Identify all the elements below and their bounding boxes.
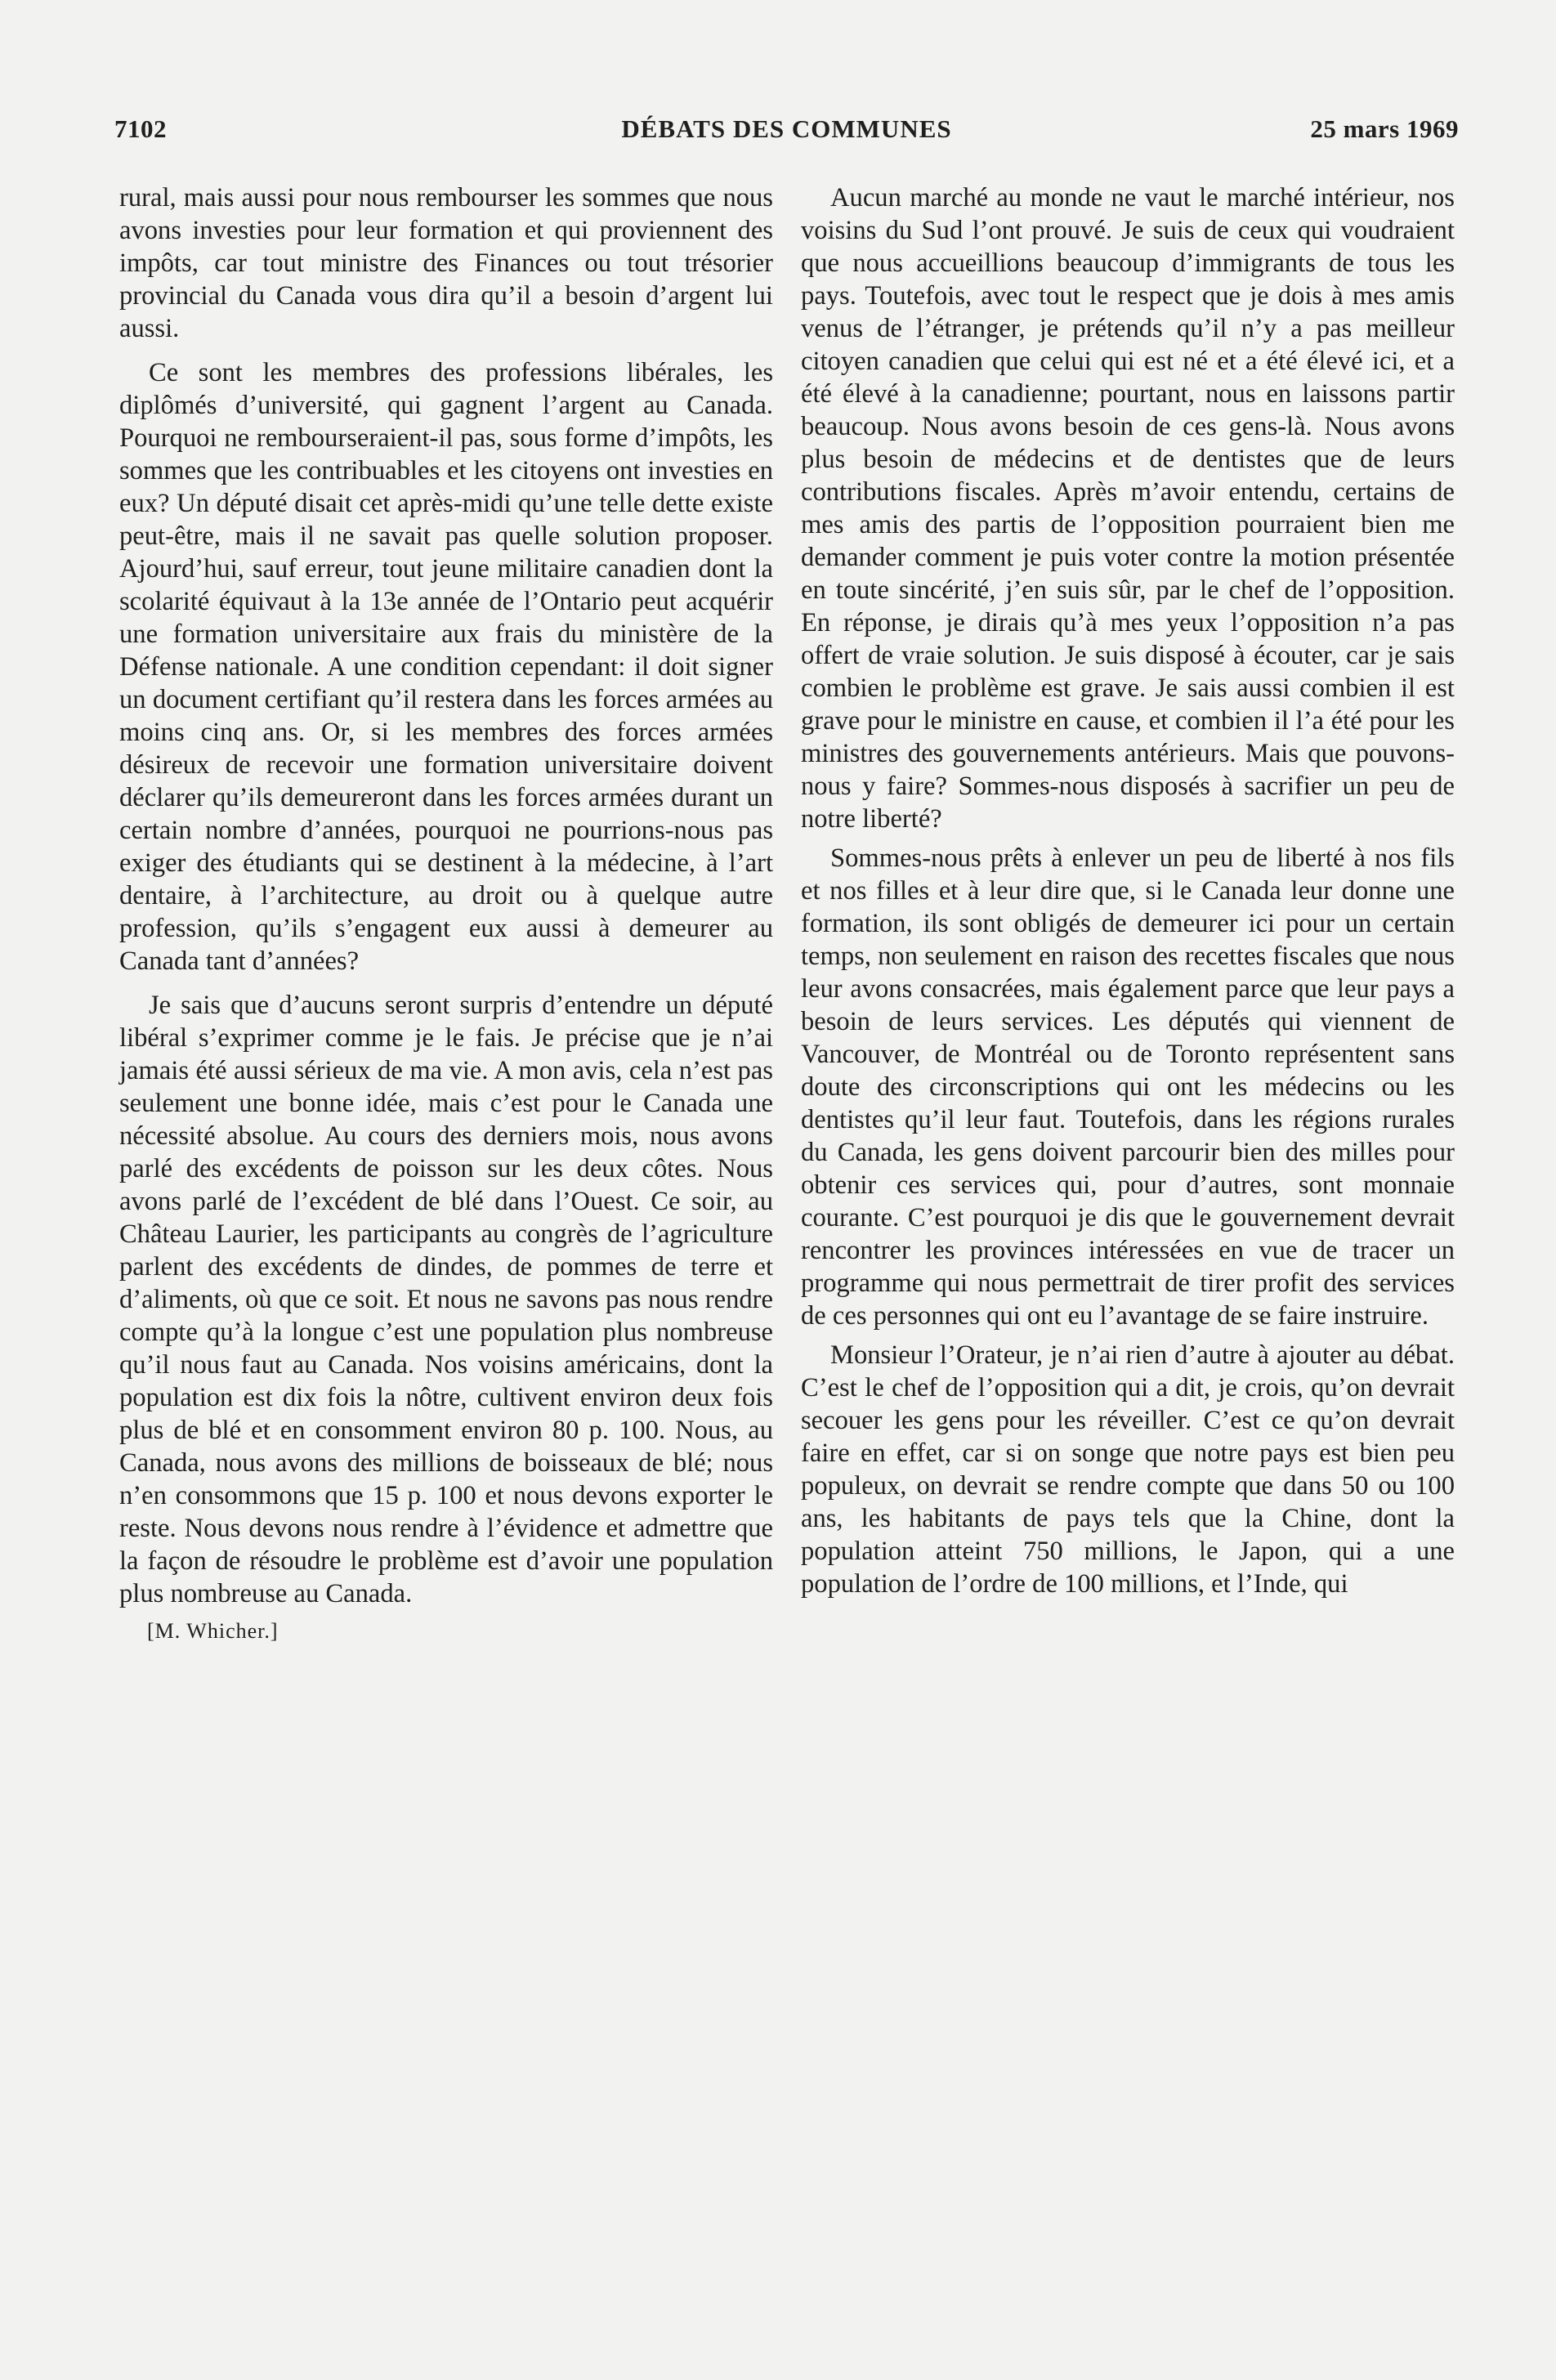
page-number: 7102 (114, 114, 167, 143)
speaker-tag: [M. Whicher.] (147, 1619, 279, 1643)
right-paragraph-2: Sommes-nous prêts à enlever un peu de liberté à nos fils et nos filles et à leur dire que, si le Canada leur donne une formation, ils sont obligés de demeurer ici pour un certain temps, non seulement en raison des recettes fiscales que nous leur avons consacrées, mais également parce que leur pays a besoin de leurs services. Les députés qui viennent de Vancouver, de Montréal ou de Toronto représentent sans doute des circonscriptions qui ont les médecins ou les dentistes qu’il leur faut. Toutefois, dans les régions rurales du Canada, les gens doivent parcourir bien des milles pour obtenir ces services qui, pour d’autres, sont monnaie courante. C’est pourquoi je dis que le gouvernement devrait rencontrer les provinces intéressées en vue de tracer un programme qui nous permettrait de tirer profit des services de ces personnes qui ont eu l’avantage de se faire instruire. (801, 843, 1455, 1331)
right-paragraph-3: Monsieur l’Orateur, je n’ai rien d’autre à ajouter au débat. C’est le chef de l’opposition qui a dit, je crois, qu’on devrait secouer les gens pour les réveiller. C’est ce qu’on devrait faire en effet, car si on songe que notre pays est bien peu populeux, on devrait se rendre compte que dans 50 ou 100 ans, les habitants de pays tels que la Chine, dont la population atteint 750 millions, le Japon, qui a une population de l’ordre de 100 millions, et l’Inde, qui (801, 1340, 1455, 1599)
page-header (114, 114, 1459, 150)
left-paragraph-3: Je sais que d’aucuns seront surpris d’entendre un député libéral s’exprimer comme je le fais. Je précise que je n’ai jamais été aussi sérieux de ma vie. A mon avis, cela n’est pas seulement une bonne idée, mais c’est pour le Canada une nécessité absolue. Au cours des derniers mois, nous avons parlé des excédents de poisson sur les deux côtes. Nous avons parlé de l’excédent de blé dans l’Ouest. Ce soir, au Château Laurier, les participants au congrès de l’agriculture parlent des excédents de dindes, de pommes de terre et d’aliments, où que ce soit. Et nous ne savons pas nous rendre compte qu’à la longue c’est une population plus nombreuse qu’il nous faut au Canada. Nos voisins américains, dont la population est dix fois la nôtre, cultivent environ deux fois plus de blé et en consomment environ 80 p. 100. Nous, au Canada, nous avons des millions de boisseaux de blé; nous n’en consommons que 15 p. 100 et nous devons exporter le reste. Nous devons nous rendre à l’évidence et admettre que la façon de résoudre le problème est d’avoir une population plus nombreuse au Canada. (119, 991, 773, 1608)
right-paragraph-1: Aucun marché au monde ne vaut le marché intérieur, nos voisins du Sud l’ont prouvé. Je suis de ceux qui voudraient que nous accueillions beaucoup d’immigrants de tous les pays. Toutefois, avec tout le respect que je dois à mes amis venus de l’étranger, je prétends qu’il n’y a pas meilleur citoyen canadien que celui qui est né et a été élevé ici, et a été élevé à la canadienne; pourtant, nous en laissons partir beaucoup. Nous avons besoin de ces gens-là. Nous avons plus besoin de médecins et de dentistes que de leurs contributions fiscales. Après m’avoir entendu, certains de mes amis des partis de l’opposition pourraient bien me demander comment je puis voter contre la motion présentée en toute sincérité, j’en suis sûr, par le chef de l’opposition. En réponse, je dirais qu’à mes yeux l’opposition n’a pas offert de vraie solution. Je suis disposé à écouter, car je sais combien le problème est grave. Je sais aussi combien il est grave pour le ministre en cause, et combien il l’a été pour les ministres des gouvernements antérieurs. Mais que pouvons-nous y faire? Sommes-nous disposés à sacrifier un peu de notre liberté? (801, 183, 1455, 834)
right-column (801, 181, 1455, 1600)
left-paragraph-2: Ce sont les membres des professions libérales, les diplômés d’université, qui gagnent l’argent au Canada. Pourquoi ne rembourseraient-il pas, sous forme d’impôts, les sommes que les contribuables et les citoyens ont investies en eux? Un député disait cet après-midi qu’une telle dette existe peut-être, mais il ne savait pas quelle solution proposer. Ajourd’hui, sauf erreur, tout jeune militaire canadien dont la scolarité équivaut à la 13e année de l’Ontario peut acquérir une formation universitaire aux frais du ministère de la Défense nationale. A une condition cependant: il doit signer un document certifiant qu’il restera dans les forces armées au moins cinq ans. Or, si les membres des forces armées désireux de recevoir une formation universitaire doivent déclarer qu’ils demeureront dans les forces armées durant un certain nombre d’années, pourquoi ne pourrions-nous pas exiger des étudiants qui se destinent à la médecine, à l’art dentaire, à l’architecture, au droit ou à quelque autre profession, qu’ils s’engagent eux aussi à demeurer au Canada tant d’années? (119, 358, 773, 976)
journal-title: DÉBATS DES COMMUNES (621, 114, 952, 143)
left-paragraph-1: rural, mais aussi pour nous rembourser les sommes que nous avons investies pour leur formation et qui proviennent des impôts, car tout ministre des Finances ou tout trésorier provincial du Canada vous dira qu’il a besoin d’argent lui aussi. (119, 183, 773, 343)
header-date: 25 mars 1969 (1310, 114, 1459, 143)
left-column (119, 181, 773, 1648)
